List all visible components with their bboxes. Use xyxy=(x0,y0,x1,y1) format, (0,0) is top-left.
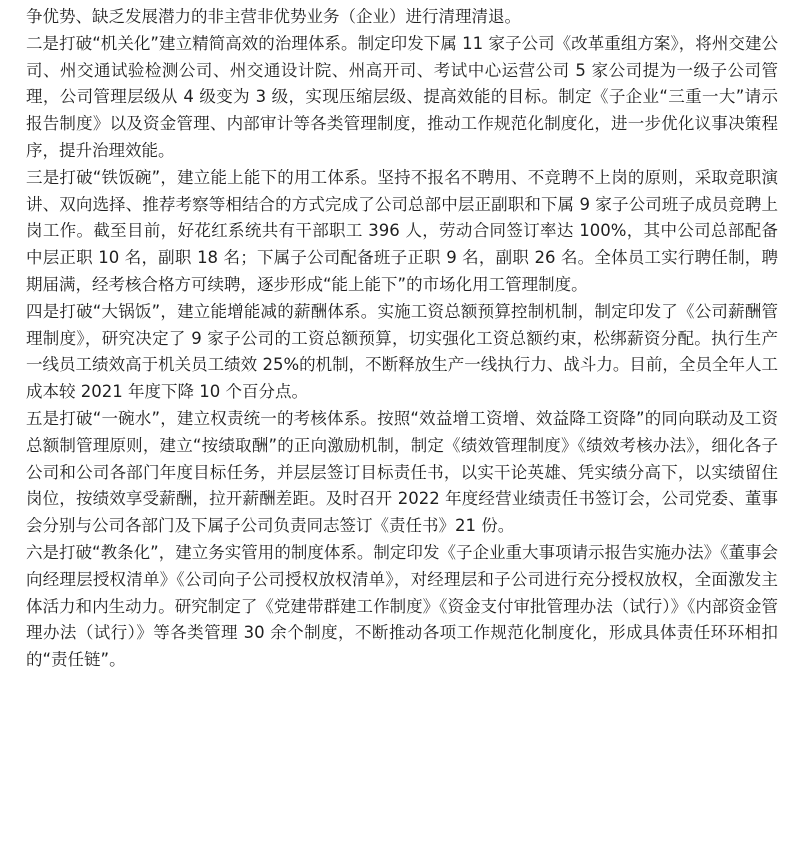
paragraph-point-two: 二是打破“机关化”建立精简高效的治理体系。制定印发下属 11 家子公司《改革重组方案》，将州交建公司、州交通试验检测公司、州交通设计院、州高开司、考试中心运营公司 5 家公司提为一级子公司管理，公司管理层级从 4 级变为 3 级，实现压缩层级、提高效能的目标。制定《子企业“三重一大”请示报告制度》以及资金管理、内部审计等各类管理制度，推动工作规范化制度化，进一步优化议事决策程序，提升治理效能。 xyxy=(26,33,778,160)
paragraph-point-six: 六是打破“教条化”，建立务实管用的制度体系。制定印发《子企业重大事项请示报告实施办法》《董事会向经理层授权清单》《公司向子公司授权放权清单》，对经理层和子公司进行充分授权放权，全面激发主体活力和内生动力。研究制定了《党建带群建工作制度》《资金支付审批管理办法（试行）》《内部资金管理办法（试行）》等各类管理 30 余个制度，不断推动各项工作规范化制度化，形成具体责任环环相扣的“责任链”。 xyxy=(26,542,778,670)
paragraph-point-five: 五是打破“一碗水”，建立权责统一的考核体系。按照“效益增工资增、效益降工资降”的同向联动及工资总额制管理原则，建立“按绩取酬”的正向激励机制，制定《绩效管理制度》《绩效考核办法》，细化各子公司和公司各部门年度目标任务，并层层签订目标责任书，以实干论英雄、凭实绩分高下，以实绩留住岗位，按绩效享受薪酬，拉开薪酬差距。及时召开 2022 年度经营业绩责任书签订会，公司党委、董事会分别与公司各部门及下属子公司负责同志签订《责任书》21 份。 xyxy=(26,408,778,536)
document-body xyxy=(26,4,778,674)
paragraph-point-three: 三是打破“铁饭碗”，建立能上能下的用工体系。坚持不报名不聘用、不竞聘不上岗的原则，采取竞职演讲、双向选择、推荐考察等相结合的方式完成了公司总部中层正副职和下属 9 家子公司班子成员竞聘上岗工作。截至目前，好花红系统共有干部职工 396 人，劳动合同签订率达 100%，其中公司总部配备中层正职 10 名，副职 18 名；下属子公司配备班子正职 9 名，副职 26 名。全体员工实行聘任制，聘期届满，经考核合格方可续聘，逐步形成“能上能下”的市场化用工管理制度。 xyxy=(26,167,778,294)
paragraph-continuation: 争优势、缺乏发展潜力的非主营非优势业务（企业）进行清理清退。 xyxy=(26,7,521,26)
paragraph-point-four: 四是打破“大锅饭”，建立能增能减的薪酬体系。实施工资总额预算控制机制，制定印发了《公司薪酬管理制度》，研究决定了 9 家子公司的工资总额预算，切实强化工资总额约束，松绑薪资分配。执行生产一线员工绩效高于机关员工绩效 25%的机制，不断释放生产一线执行力、战斗力。目前，全员全年人工成本较 2021 年度下降 10 个百分点。 xyxy=(26,301,778,402)
